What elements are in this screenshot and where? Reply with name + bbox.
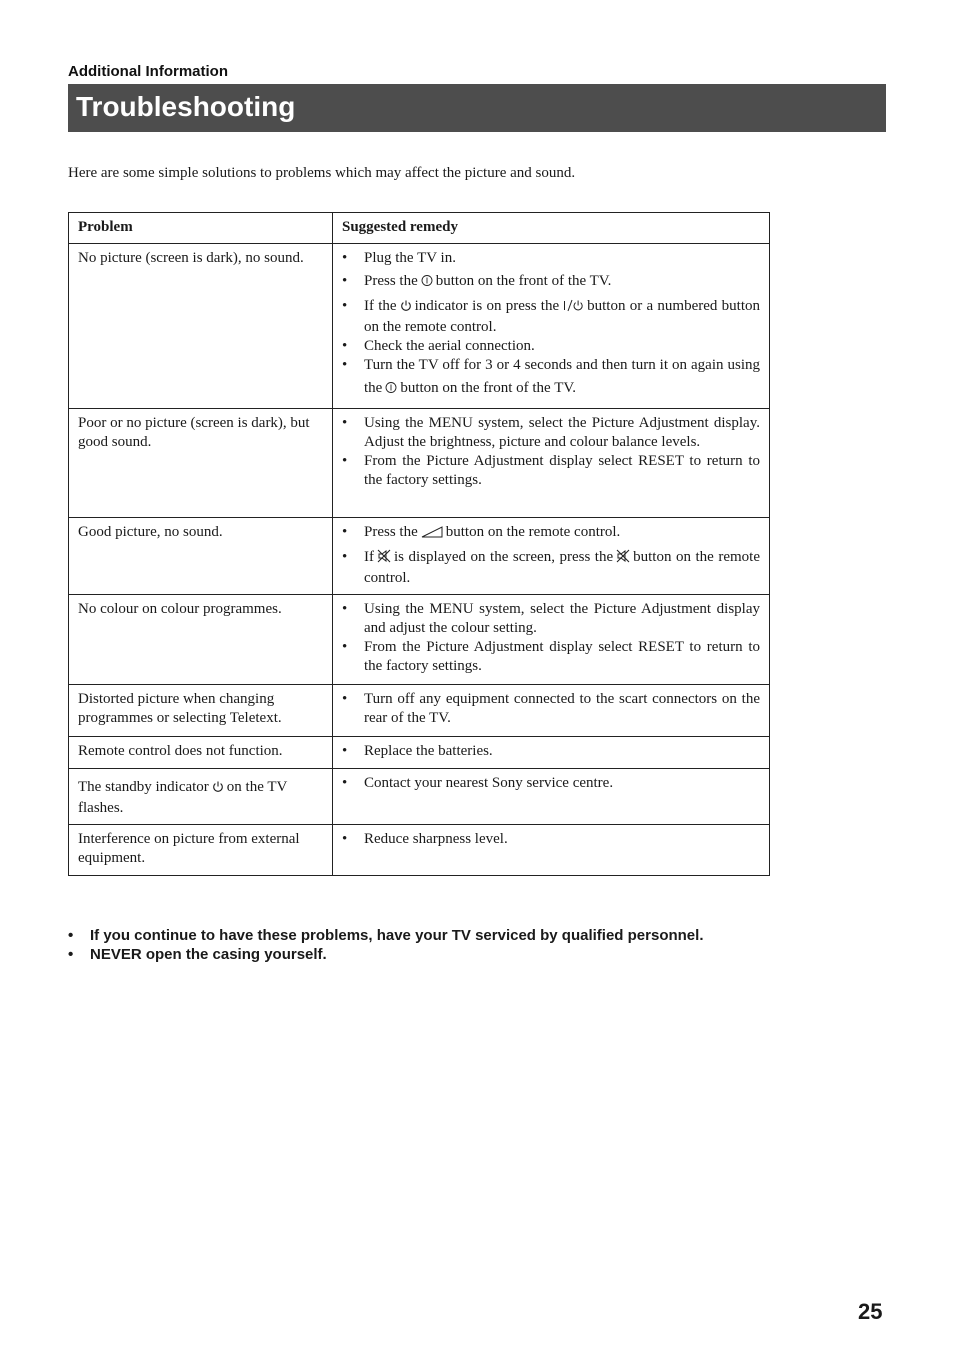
remedy-list bbox=[342, 600, 760, 676]
remedy-text: Turn off any equipment connected to the scart connectors on the rear of the TV. bbox=[364, 691, 760, 726]
title-bar bbox=[68, 84, 886, 132]
table-row bbox=[69, 825, 770, 876]
remedy-text: button or a numbered button on the remote control. bbox=[364, 298, 760, 335]
remedy-text: From the Picture Adjustment display select RESET to return to the factory settings. bbox=[364, 453, 760, 488]
list-item bbox=[342, 774, 760, 793]
section-label: Additional Information bbox=[68, 63, 228, 80]
remedy-cell bbox=[333, 244, 770, 409]
remedy-text: button on the front of the TV. bbox=[400, 380, 577, 396]
header-problem: Problem bbox=[69, 213, 333, 244]
list-item bbox=[342, 354, 760, 402]
intro-text: Here are some simple solutions to problems which may affect the picture and sound. bbox=[68, 165, 576, 181]
volume-icon bbox=[421, 525, 443, 544]
remedy-cell bbox=[333, 737, 770, 769]
remedy-list bbox=[342, 742, 760, 761]
remedy-list bbox=[342, 830, 760, 849]
list-item bbox=[342, 523, 760, 544]
table-row bbox=[69, 409, 770, 518]
remedy-list bbox=[342, 690, 760, 728]
remedy-cell bbox=[333, 595, 770, 685]
standby-icon bbox=[212, 780, 224, 799]
troubleshooting-table bbox=[68, 212, 770, 876]
warning-notes bbox=[68, 926, 703, 964]
remedy-text: If bbox=[364, 549, 374, 565]
header-remedy: Suggested remedy bbox=[333, 213, 770, 244]
remedy-text: Reduce sharpness level. bbox=[364, 831, 508, 847]
remedy-cell bbox=[333, 685, 770, 737]
remedy-text: Plug the TV in. bbox=[364, 250, 456, 266]
mute-icon bbox=[377, 549, 391, 569]
list-item bbox=[342, 414, 760, 452]
problem-text: on the TV flashes. bbox=[78, 779, 288, 816]
remedy-cell bbox=[333, 769, 770, 825]
remedy-text: From the Picture Adjustment display select RESET to return to the factory settings. bbox=[364, 639, 760, 674]
problem-text: The standby indicator bbox=[78, 779, 209, 795]
standby-icon bbox=[400, 299, 412, 318]
problem-cell bbox=[69, 769, 333, 825]
remedy-text: Turn the TV off for 3 or 4 seconds and then turn it on again using the bbox=[364, 357, 760, 396]
problem-cell: No colour on colour programmes. bbox=[69, 595, 333, 685]
remedy-cell bbox=[333, 825, 770, 876]
remedy-list bbox=[342, 523, 760, 588]
warning-note: • NEVER open the casing yourself. bbox=[68, 945, 703, 964]
remedy-text: button on the front of the TV. bbox=[435, 273, 612, 289]
page-number: 25 bbox=[858, 1299, 883, 1324]
remedy-text: indicator is on press the bbox=[414, 298, 560, 314]
mute-icon bbox=[616, 549, 630, 569]
remedy-text: is displayed on the screen, press the bbox=[394, 549, 614, 565]
remedy-text: Press the bbox=[364, 524, 418, 540]
remedy-cell bbox=[333, 518, 770, 595]
power-button-icon bbox=[385, 379, 397, 402]
list-item bbox=[342, 742, 760, 761]
table-row bbox=[69, 769, 770, 825]
list-item bbox=[342, 297, 760, 337]
remedy-text: Replace the batteries. bbox=[364, 743, 493, 759]
remedy-text: Using the MENU system, select the Picture Adjustment display. Adjust the brightness, picture and colour balance levels. bbox=[364, 415, 760, 450]
list-item bbox=[342, 249, 760, 268]
problem-cell: Poor or no picture (screen is dark), but good sound. bbox=[69, 409, 333, 518]
remedy-list bbox=[342, 414, 760, 490]
warning-note: • If you continue to have these problems, have your TV serviced by qualified personnel. bbox=[68, 926, 703, 945]
list-item bbox=[342, 600, 760, 638]
problem-cell: Interference on picture from external equipment. bbox=[69, 825, 333, 876]
page-title: Troubleshooting bbox=[76, 91, 296, 122]
list-item bbox=[342, 638, 760, 676]
remedy-text: button on the remote control. bbox=[364, 549, 760, 586]
table-row bbox=[69, 737, 770, 769]
list-item bbox=[342, 830, 760, 849]
remedy-text: button on the remote control. bbox=[445, 524, 621, 540]
problem-cell: No picture (screen is dark), no sound. bbox=[69, 244, 333, 409]
problem-cell: Good picture, no sound. bbox=[69, 518, 333, 595]
table-header-row bbox=[69, 213, 770, 244]
list-item bbox=[342, 690, 760, 728]
on-standby-icon bbox=[562, 299, 584, 318]
problem-cell: Distorted picture when changing programmes or selecting Teletext. bbox=[69, 685, 333, 737]
remedy-text: Check the aerial connection. bbox=[364, 338, 535, 354]
power-button-icon bbox=[421, 274, 433, 293]
list-item bbox=[342, 548, 760, 588]
remedy-text: If the bbox=[364, 298, 397, 314]
table-row bbox=[69, 518, 770, 595]
problem-cell: Remote control does not function. bbox=[69, 737, 333, 769]
remedy-list bbox=[342, 249, 760, 402]
list-item bbox=[342, 452, 760, 490]
remedy-text: Press the bbox=[364, 273, 418, 289]
remedy-cell bbox=[333, 409, 770, 518]
table-row bbox=[69, 244, 770, 409]
table-row bbox=[69, 595, 770, 685]
remedy-text: Contact your nearest Sony service centre. bbox=[364, 775, 614, 791]
list-item bbox=[342, 272, 760, 293]
table-row bbox=[69, 685, 770, 737]
remedy-list bbox=[342, 774, 760, 793]
remedy-text: Using the MENU system, select the Picture Adjustment display and adjust the colour setting. bbox=[364, 601, 760, 636]
